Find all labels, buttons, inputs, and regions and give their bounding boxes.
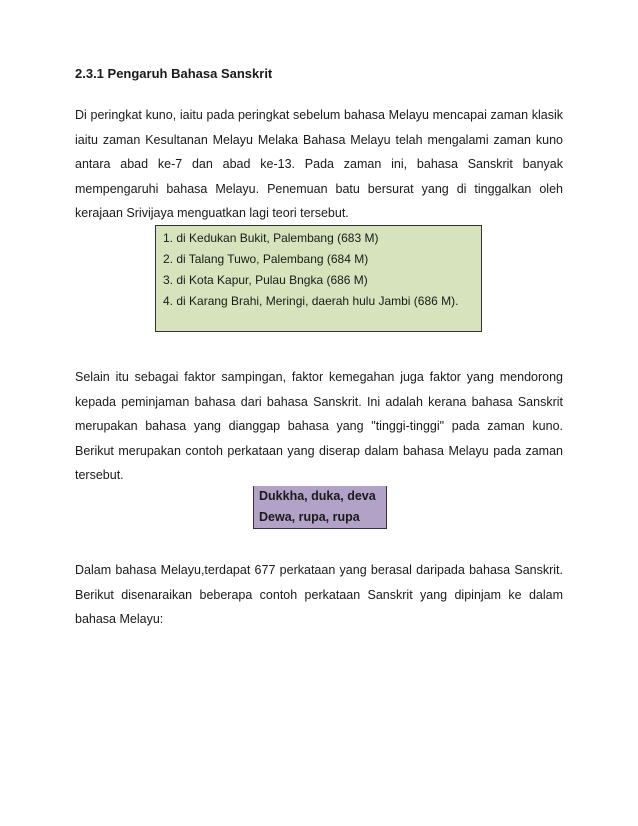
paragraph-intro: Di peringkat kuno, iaitu pada peringkat sebelum bahasa Melayu mencapai zaman klasik iaitu zaman Kesultanan Melayu Melaka Bahasa Melayu telah mengalami zaman kuno antara abad ke-7 dan abad ke-13. Pada zaman ini, bahasa Sanskrit banyak mempengaruhi bahasa Melayu. Penemuan batu bersurat yang di tinggalkan oleh kerajaan Srivijaya menguatkan lagi teori tersebut.	[75, 108, 563, 220]
example-words-box	[253, 486, 387, 529]
inscription-item: 1. di Kedukan Bukit, Palembang (683 M)	[163, 231, 379, 245]
example-word-line: Dukkha, duka, deva	[259, 489, 376, 503]
paragraph-loanwords: Dalam bahasa Melayu,terdapat 677 perkataan yang berasal daripada bahasa Sanskrit. Berikut disenaraikan beberapa contoh perkataan Sanskrit yang dipinjam ke dalam bahasa Melayu:	[75, 563, 563, 626]
inscription-list-box	[155, 225, 482, 332]
inscription-item: 4. di Karang Brahi, Meringi, daerah hulu Jambi (686 M).	[163, 294, 459, 308]
inscription-item: 3. di Kota Kapur, Pulau Bngka (686 M)	[163, 273, 368, 287]
section-heading: 2.3.1 Pengaruh Bahasa Sanskrit	[75, 66, 273, 81]
example-word-line: Dewa, rupa, rupa	[259, 510, 360, 524]
paragraph-factors: Selain itu sebagai faktor sampingan, faktor kemegahan juga faktor yang mendorong kepada peminjaman bahasa dari bahasa Sanskrit. Ini adalah kerana bahasa Sanskrit merupakan bahasa yang dianggap bahasa yang "tinggi-tinggi" pada zaman kuno. Berikut merupakan contoh perkataan yang diserap dalam bahasa Melayu pada zaman tersebut.	[75, 370, 563, 482]
inscription-item: 2. di Talang Tuwo, Palembang (684 M)	[163, 252, 369, 266]
